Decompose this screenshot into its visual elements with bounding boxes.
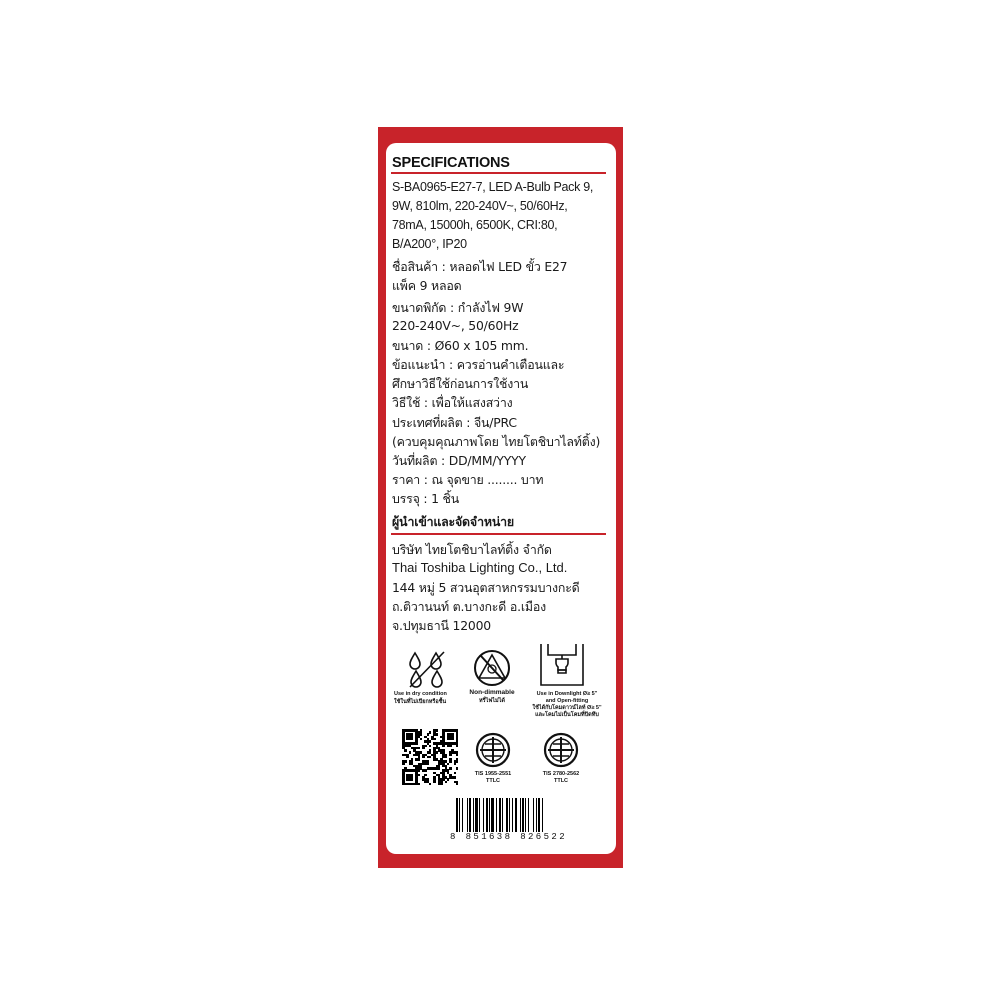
barcode-bar — [515, 798, 517, 832]
qr-module — [447, 763, 450, 766]
spec-line-3: 78mA, 15000h, 6500K, CRI:80, — [392, 218, 558, 232]
tis1-number: TIS 1955-2551 — [474, 771, 512, 777]
tis2-number: TIS 2780-2562 — [542, 771, 580, 777]
dimmable-caption-en: Non-dimmable — [469, 689, 515, 696]
importer-address-2: ถ.ติวานนท์ ต.บางกะดี อ.เมือง — [392, 599, 546, 614]
barcode-bar — [499, 798, 501, 832]
barcode-bar — [469, 798, 471, 832]
advice-line-2: ศึกษาวิธีใช้ก่อนการใช้งาน — [392, 376, 529, 391]
barcode-bar — [536, 798, 537, 832]
qr-module — [442, 745, 445, 748]
downlight-caption-1: Use in Downlight Ø≥ 5" — [536, 691, 598, 697]
qr-module — [438, 767, 441, 770]
importer-address-1: 144 หมู่ 5 สวนอุตสาหกรรมบางกะดี — [392, 580, 580, 595]
price-line: ราคา : ณ จุดขาย ........ บาท — [392, 472, 544, 487]
qr-module — [433, 738, 436, 741]
importer-address-3: จ.ปทุมธานี 12000 — [392, 618, 491, 633]
downlight-caption-2: and Open-fitting — [545, 698, 589, 704]
importer-title: ผู้นำเข้าและจัดจำหน่าย — [392, 514, 514, 529]
downlight-caption-3: ใช้ได้กับโคมดาวน์ไลท์ Ø≥ 5" — [532, 705, 602, 711]
barcode-bar — [509, 798, 510, 832]
qr-module — [418, 758, 421, 761]
barcode-bar — [467, 798, 468, 832]
spec-line-2: 9W, 810lm, 220-240V~, 50/60Hz, — [392, 199, 568, 213]
no-water-icon — [406, 649, 448, 689]
advice-line: ข้อแนะนำ : ควรอ่านคำเตือนและ — [392, 357, 565, 372]
qr-module — [429, 756, 432, 759]
tis-mark-icon — [542, 731, 580, 769]
qr-module — [456, 754, 459, 757]
qr-module — [436, 729, 439, 732]
qr-module — [404, 760, 407, 763]
product-name-line: ชื่อสินค้า : หลอดไฟ LED ขั้ว E27 — [392, 259, 568, 274]
spec-line-4: B/A200°, IP20 — [392, 237, 467, 251]
voltage-line: 220-240V~, 50/60Hz — [392, 318, 519, 333]
qr-module — [418, 769, 421, 772]
qr-module — [418, 747, 421, 750]
qr-module — [456, 783, 459, 786]
qr-module — [420, 738, 423, 741]
qr-module — [451, 738, 454, 741]
qr-module — [402, 763, 405, 766]
qr-module — [404, 749, 407, 752]
usage-line: วิธีใช้ : เพื่อให้แสงสว่าง — [392, 395, 513, 410]
downlight-icon — [538, 641, 586, 689]
barcode-bar — [506, 798, 508, 832]
qr-module — [447, 778, 450, 781]
qr-module — [436, 733, 439, 736]
qr-module — [418, 783, 421, 786]
qr-module — [445, 756, 448, 759]
qr-module — [406, 756, 409, 759]
barcode-bar — [502, 798, 503, 832]
barcode-bar — [473, 798, 474, 832]
qr-module — [422, 756, 425, 759]
barcode-bar — [486, 798, 488, 832]
qr-module — [429, 745, 432, 748]
barcode-bar — [459, 798, 460, 832]
qr-module — [449, 760, 452, 763]
manufacture-date-line: วันที่ผลิต : DD/MM/YYYY — [392, 453, 526, 468]
barcode-bar — [479, 798, 480, 832]
importer-company-th: บริษัท ไทยโตชิบาไลท์ติ้ง จำกัด — [392, 542, 552, 557]
qr-module — [449, 745, 452, 748]
qr-module — [429, 731, 432, 734]
tis-mark-icon — [474, 731, 512, 769]
qr-module — [411, 778, 414, 781]
barcode-bar — [525, 798, 526, 832]
qr-module — [424, 774, 427, 777]
barcode-bar — [538, 798, 540, 832]
barcode-bar — [475, 798, 478, 832]
barcode-bar — [533, 798, 534, 832]
qr-module — [429, 740, 432, 743]
qr-module — [424, 745, 427, 748]
quality-control-line: (ควบคุมคุณภาพโดย ไทยโตชิบาไลท์ติ้ง) — [392, 434, 601, 449]
barcode-bar — [489, 798, 490, 832]
barcode-bar — [542, 798, 543, 832]
quantity-line: บรรจุ : 1 ชิ้น — [392, 491, 459, 506]
dry-caption-en: Use in dry condition — [394, 691, 447, 697]
qr-module — [445, 781, 448, 784]
qr-module — [424, 769, 427, 772]
qr-module — [415, 742, 418, 745]
rating-line: ขนาดพิกัด : กำลังไฟ 9W — [392, 300, 524, 315]
barcode-bar — [520, 798, 521, 832]
barcode-bar — [528, 798, 529, 832]
qr-module — [433, 781, 436, 784]
qr-module — [454, 763, 457, 766]
barcode-bar — [462, 798, 463, 832]
qr-module — [440, 783, 443, 786]
dimmable-caption-th: หรี่ไฟไม่ได้ — [479, 698, 505, 704]
qr-module — [422, 747, 425, 750]
qr-module — [456, 767, 459, 770]
qr-module — [418, 774, 421, 777]
specs-title: SPECIFICATIONS — [392, 155, 510, 171]
specification-label — [386, 143, 616, 854]
country-line: ประเทศที่ผลิต : จีน/PRC — [392, 415, 517, 430]
barcode-digits: 8 851638 826522 — [450, 832, 568, 842]
downlight-caption-4: และโคมไม่เป็นโคมที่ปิดทึบ — [535, 712, 599, 718]
tis1-lab: TTLC — [485, 778, 501, 784]
spec-line-1: S-BA0965-E27-7, LED A-Bulb Pack 9, — [392, 180, 594, 194]
barcode-bar — [496, 798, 497, 832]
barcode-bar — [456, 798, 458, 832]
barcode-bar — [522, 798, 524, 832]
qr-module — [456, 760, 459, 763]
tis2-lab: TTLC — [553, 778, 569, 784]
barcode-bar — [512, 798, 513, 832]
qr-module — [449, 767, 452, 770]
qr-module — [454, 772, 457, 775]
qr-module — [456, 745, 459, 748]
qr-module — [420, 733, 423, 736]
barcode-bar — [491, 798, 494, 832]
qr-module — [436, 751, 439, 754]
pack-size-line: แพ็ค 9 หลอด — [392, 278, 462, 293]
qr-module — [409, 751, 412, 754]
barcode-bar — [483, 798, 484, 832]
qr-module — [411, 738, 414, 741]
barcode[interactable] — [456, 798, 576, 832]
qr-module — [454, 776, 457, 779]
qr-code[interactable] — [402, 729, 458, 785]
qr-module — [427, 763, 430, 766]
non-dimmable-icon — [472, 648, 512, 688]
dimensions-line: ขนาด : Ø60 x 105 mm. — [392, 338, 529, 353]
qr-module — [427, 733, 430, 736]
specs-title-underline — [391, 172, 606, 174]
qr-module — [449, 754, 452, 757]
qr-module — [429, 783, 432, 786]
importer-company-en: Thai Toshiba Lighting Co., Ltd. — [392, 560, 568, 575]
importer-title-underline — [391, 533, 606, 535]
dry-caption-th: ใช้ในที่ไม่เปียกหรือชื้น — [394, 699, 447, 705]
